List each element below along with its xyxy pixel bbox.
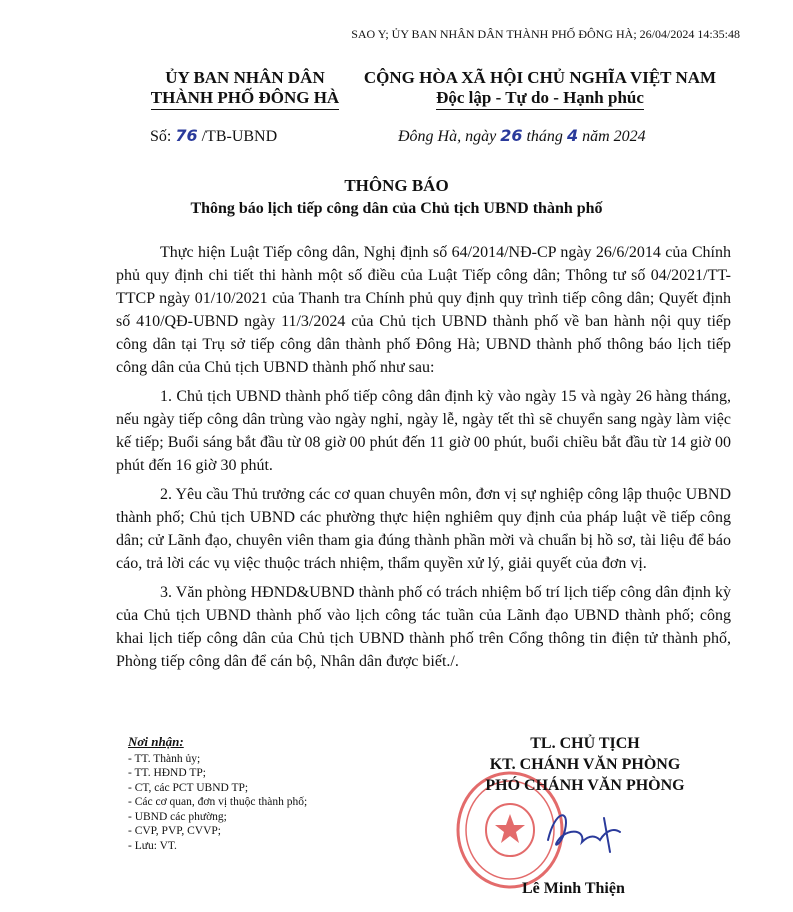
digital-copy-stamp: SAO Y; ỦY BAN NHÂN DÂN THÀNH PHỐ ĐÔNG HÀ; 26/04/2024 14:35:48 bbox=[351, 27, 740, 41]
motto-line-2: Độc lập - Tự do - Hạnh phúc bbox=[436, 88, 644, 110]
issuer-line-1: ỦY BAN NHÂN DÂN bbox=[165, 68, 325, 87]
body-paragraph: 2. Yêu cầu Thủ trưởng các cơ quan chuyên môn, đơn vị sự nghiệp công lập thuộc UBND thành phố; Chủ tịch UBND các phường thực hiện nghiêm quy định của pháp luật về tiếp công dân; cử Lãnh đạo, chuyên viên tham gia đúng thành phần mời và chuẩn bị hồ sơ, tài liệu để báo cáo, trả lời các vụ việc thuộc trách nhiệm, thẩm quyền xử lý, giải quyết của đơn vị. bbox=[116, 486, 731, 572]
recipient-item: - TT. HĐND TP; bbox=[128, 767, 206, 779]
handwritten-signature bbox=[530, 800, 640, 860]
date-day: 26 bbox=[500, 126, 523, 145]
doc-number-prefix: Số: bbox=[150, 128, 172, 145]
recipients-list bbox=[128, 735, 428, 853]
document-subtitle: Thông báo lịch tiếp công dân của Chủ tịch UBND thành phố bbox=[190, 200, 603, 217]
seal-star-icon bbox=[495, 814, 525, 843]
recipient-item: - TT. Thành ủy; bbox=[128, 752, 201, 765]
issuing-authority bbox=[110, 68, 380, 110]
document-number bbox=[150, 126, 277, 146]
date-place: Đông Hà, ngày bbox=[398, 128, 497, 145]
recipient-item: - CVP, PVP, CVVP; bbox=[128, 825, 221, 837]
issuer-line-2: THÀNH PHỐ ĐÔNG HÀ bbox=[151, 88, 339, 110]
document-title: THÔNG BÁO bbox=[344, 176, 449, 195]
recipient-item: - Các cơ quan, đơn vị thuộc thành phố; bbox=[128, 796, 308, 808]
signature-title-3: PHÓ CHÁNH VĂN PHÒNG bbox=[485, 777, 685, 794]
document-body bbox=[116, 241, 731, 673]
doc-number-handwritten: 76 bbox=[175, 126, 198, 145]
date-month: 4 bbox=[566, 126, 579, 145]
signature-block bbox=[440, 733, 730, 796]
recipient-item: - Lưu: VT. bbox=[128, 839, 177, 852]
signer-name: Lê Minh Thiện bbox=[522, 880, 625, 897]
date-month-label: tháng bbox=[526, 128, 563, 145]
signature-title-2: KT. CHÁNH VĂN PHÒNG bbox=[489, 756, 681, 773]
motto-line-1: CỘNG HÒA XÃ HỘI CHỦ NGHĨA VIỆT NAM bbox=[363, 68, 717, 87]
recipients-heading: Nơi nhận: bbox=[128, 734, 184, 749]
national-motto bbox=[355, 68, 725, 110]
doc-number-suffix: /TB-UBND bbox=[201, 128, 278, 145]
signature-title-1: TL. CHỦ TỊCH bbox=[530, 735, 640, 752]
body-paragraph: 1. Chủ tịch UBND thành phố tiếp công dân định kỳ vào ngày 15 và ngày 26 hàng tháng, nếu ngày tiếp công dân trùng vào ngày nghỉ, ngày lễ, ngày tết thì sẽ chuyển sang ngày làm việc kế tiếp; Buổi sáng bắt đầu từ 08 giờ 00 phút đến 11 giờ 00 phút, buổi chiều bắt đầu từ 14 giờ 00 phút đến 16 giờ 30 phút. bbox=[116, 388, 731, 474]
recipient-item: - UBND các phường; bbox=[128, 810, 227, 823]
body-paragraph: Thực hiện Luật Tiếp công dân, Nghị định số 64/2014/NĐ-CP ngày 26/6/2014 của Chính phủ quy định chi tiết thi hành một số điều của Luật Tiếp công dân; Thông tư số 04/2021/TT-TTCP ngày 01/10/2021 của Thanh tra Chính phủ quy định quy trình tiếp công dân; Quyết định số 410/QĐ-UBND ngày 11/3/2024 của Chủ tịch UBND thành phố về ban hành nội quy tiếp công dân tại Trụ sở tiếp công dân thành phố Đông Hà; UBND thành phố thông báo lịch tiếp công dân của Chủ tịch UBND thành phố như sau: bbox=[116, 244, 731, 376]
recipient-item: - CT, các PCT UBND TP; bbox=[128, 781, 249, 794]
issue-date bbox=[398, 126, 646, 146]
date-year: năm 2024 bbox=[582, 128, 646, 145]
body-paragraph: 3. Văn phòng HĐND&UBND thành phố có trách nhiệm bố trí lịch tiếp công dân định kỳ của Chủ tịch UBND thành phố vào lịch công tác tuần của Lãnh đạo UBND thành phố; công khai lịch tiếp công dân của Chủ tịch UBND thành phố trên Cổng thông tin điện tử thành phố, Phòng tiếp công dân để cán bộ, Nhân dân được biết./. bbox=[116, 584, 731, 670]
